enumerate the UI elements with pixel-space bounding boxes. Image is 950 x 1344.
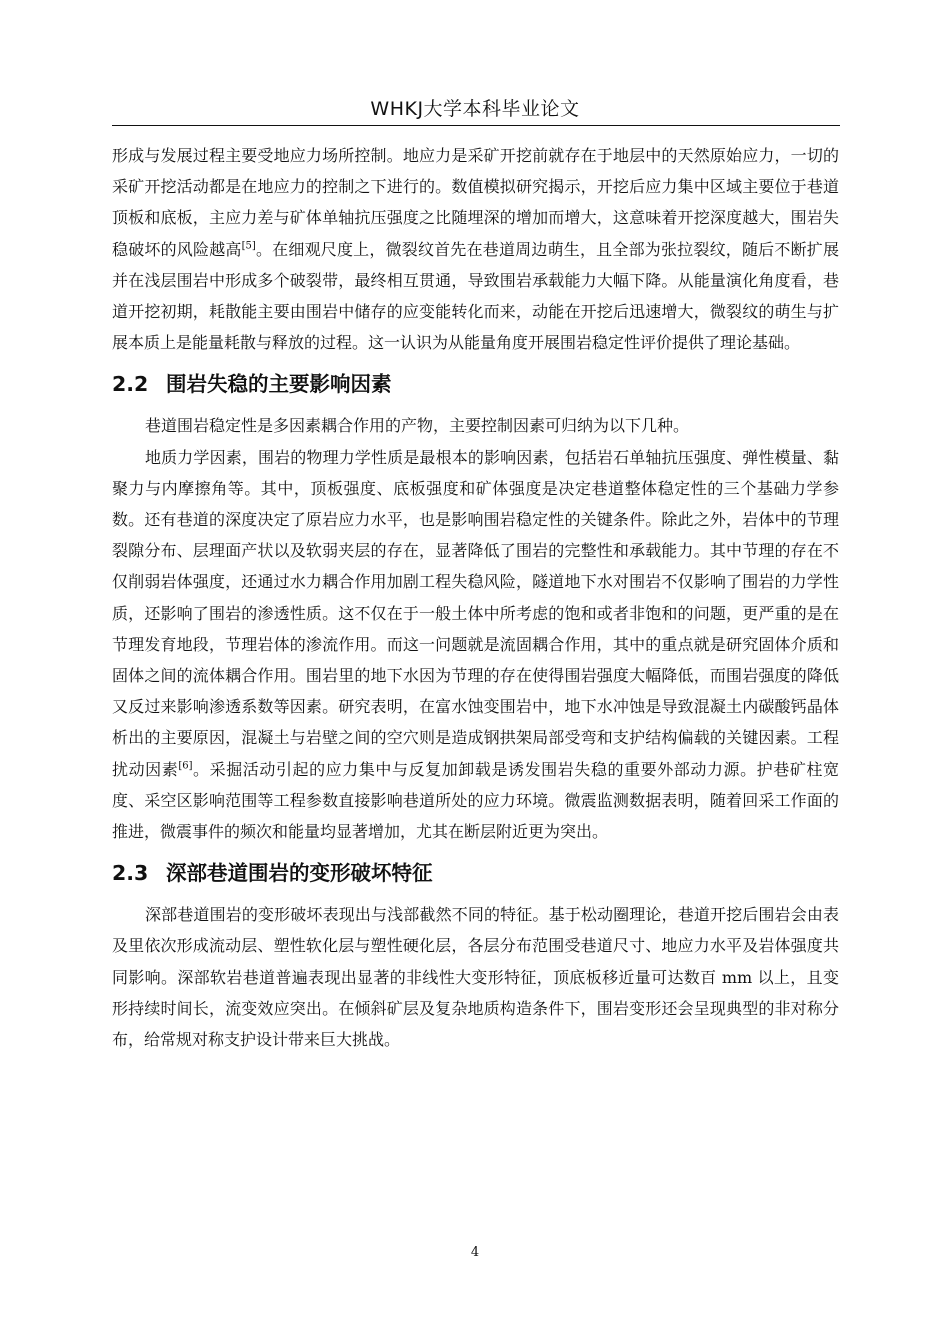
citation-5: [5] (241, 240, 256, 252)
section-heading-2-2 (112, 362, 839, 406)
section-number: 2.3 (112, 861, 149, 886)
section-number: 2.2 (112, 372, 149, 397)
section-heading-2-3 (112, 851, 839, 895)
section-title: 深部巷道围岩的变形破坏特征 (166, 861, 433, 886)
body-text (112, 140, 839, 1055)
paragraph-text: 。采掘活动引起的应力集中与反复加卸载是诱发围岩失稳的重要外部动力源。护巷矿柱宽度、采空区影响范围等工程参数直接影响巷道所处的应力环境。微震监测数据表明，随着回采工作面的推进，微震事件的频次和能量均显著增加，尤其在断层附近更为突出。 (112, 759, 839, 842)
paragraph-text: 形成与发展过程主要受地应力场所控制。地应力是采矿开挖前就存在于地层中的天然原始应力，一切的采矿开挖活动都是在地应力的控制之下进行的。数值模拟研究揭示，开挖后应力集中区域主要位于巷道顶板和底板，主应力差与矿体单轴抗压强度之比随埋深的增加而增大，这意味着开挖深度越大，围岩失稳破坏的风险越高 (112, 146, 839, 259)
page-number: 4 (470, 1245, 480, 1260)
paragraph-text: 。在细观尺度上，微裂纹首先在巷道周边萌生，且全部为张拉裂纹，随后不断扩展并在浅层围岩中形成多个破裂带，最终相互贯通，导致围岩承载能力大幅下降。从能量演化角度看，巷道开挖初期，耗散能主要由围岩中储存的应变能转化而来，动能在开挖后迅速增大，微裂纹的萌生与扩展本质上是能量耗散与释放的过程。这一认识为从能量角度开展围岩稳定性评价提供了理论基础。 (112, 239, 839, 353)
paragraph-continued (112, 140, 839, 358)
paragraph: 巷道围岩稳定性是多因素耦合作用的产物，主要控制因素可归纳为以下几种。 (145, 416, 690, 436)
citation-6: [6] (178, 760, 193, 772)
section-title: 围岩失稳的主要影响因素 (166, 372, 392, 397)
header-rule (112, 125, 840, 126)
running-header: WHKJ大学本科毕业论文 (370, 98, 580, 120)
paragraph-text: 地质力学因素，围岩的物理力学性质是最根本的影响因素，包括岩石单轴抗压强度、弹性模量、黏聚力与内摩擦角等。其中，顶板强度、底板强度和矿体强度是决定巷道整体稳定性的三个基础力学参数。还有巷道的深度决定了原岩应力水平，也是影响围岩稳定性的关键条件。除此之外，岩体中的节理裂隙分布、层理面产状以及软弱夹层的存在，显著降低了围岩的完整性和承载能力。其中节理的存在不仅削弱岩体强度，还通过水力耦合作用加剧工程失稳风险，隧道地下水对围岩不仅影响了围岩的力学性质，还影响了围岩的渗透性质。这不仅在于一般土体中所考虑的饱和或者非饱和的问题，更严重的是在节理发育地段，节理岩体的渗流作用。而这一问题就是流固耦合作用，其中的重点就是研究固体介质和固体之间的流体耦合作用。围岩里的地下水因为节理的存在使得围岩强度大幅降低，而围岩强度的降低又反过来影响渗透系数等因素。研究表明，在富水蚀变围岩中，地下水冲蚀是导致混凝土内碳酸钙晶体析出的主要原因，混凝土与岩壁之间的空穴则是造成钢拱架局部受弯和支护结构偏载的关键因素。工程扰动因素 (112, 447, 839, 779)
paragraph: 深部巷道围岩的变形破坏表现出与浅部截然不同的特征。基于松动圈理论，巷道开挖后围岩会由表及里依次形成流动层、塑性软化层与塑性硬化层，各层分布范围受巷道尺寸、地应力水平及岩体强度共同影响。深部软岩巷道普遍表现出显著的非线性大变形特征，顶底板移近量可达数百 mm 以上，且变形持续时间长，流变效应突出。在倾斜矿层及复杂地质构造条件下，围岩变形还会呈现典型的非对称分布，给常规对称支护设计带来巨大挑战。 (112, 905, 839, 1050)
paragraph (112, 442, 839, 848)
